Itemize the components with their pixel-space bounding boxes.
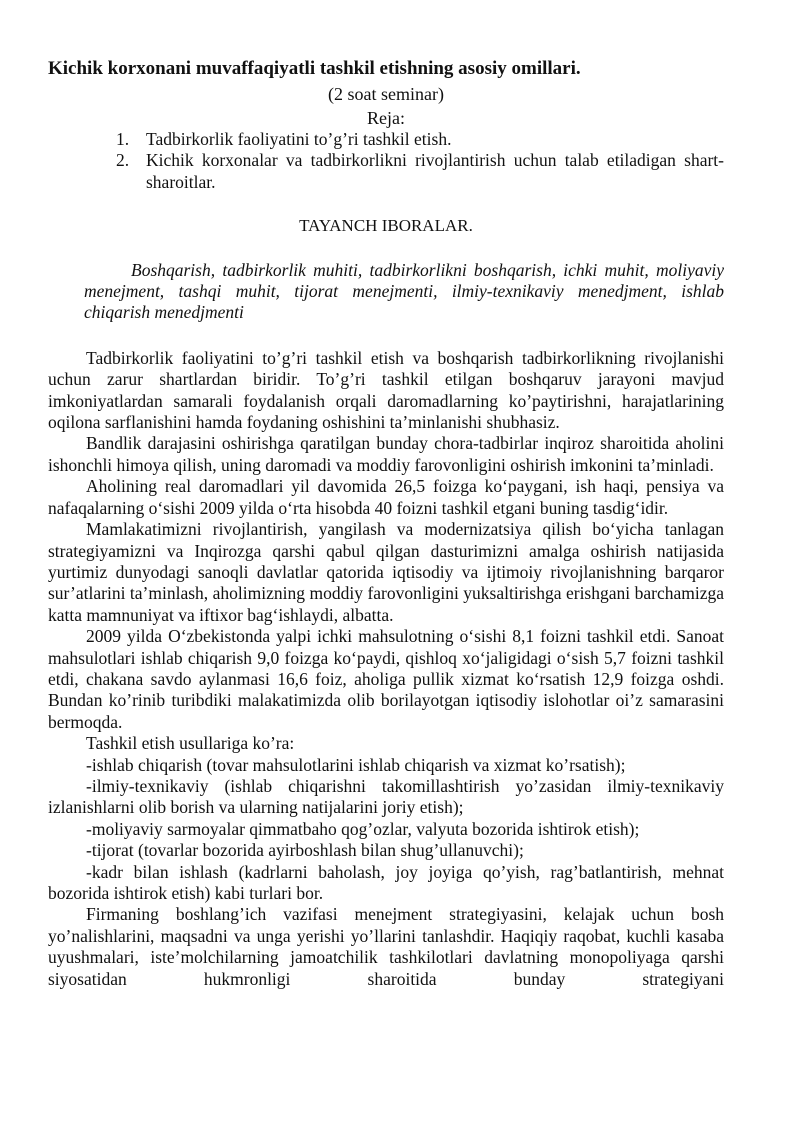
keywords-heading: TAYANCH IBORALAR. [299, 216, 473, 236]
seminar-subtitle: (2 soat seminar) [328, 84, 444, 104]
body-paragraph: 2009 yilda Oʻzbekistonda yalpi ichki mahsulotning oʻsishi 8,1 foizni tashkil etdi. Sanoat mahsulotlari ishlab chiqarish 9,0 foizga koʻpaydi, qishloq xoʻjaligidagi oʻsish 5,7 foizni tashkil etdi, chakana savdo aylanmasi 16,6 foiz, aholiga pullik xizmat koʻrsatish 12,9 foizga oshdi. Bundan ko’rinib turibdiki malakatimizda olib borilayotgan iqtisodiy islohotlar oi’z samarasini bermoqda. [48, 626, 724, 732]
list-paragraph: -ilmiy-texnikaviy (ishlab chiqarishni takomillashtirish yo’zasidan ilmiy-texnikaviy izlanishlarni olib borish va ularning natijalarini joriy etish); [48, 775, 724, 818]
list-paragraph: -tijorat (tovarlar bozorida ayirboshlash bilan shug’ullanuvchi); [86, 840, 524, 861]
keywords-paragraph: Boshqarish, tadbirkorlik muhiti, tadbirkorlikni boshqarish, ichki muhit, moliyaviy menejment, tashqi muhit, tijorat menejmenti, ilmiy-texnikaviy menedjment, ishlab chiqarish menedjmenti [84, 259, 724, 323]
body-paragraph: Aholining real daromadlari yil davomida 26,5 foizga koʻpaygani, ish haqi, pensiya va nafaqalarning oʻsishi 2009 yilda oʻrta hisobda 40 foizni tashkil etgani buning tasdigʻidir. [48, 476, 724, 518]
plan-item-number: 1. [116, 129, 130, 149]
plan-heading: Reja: [367, 108, 405, 128]
body-paragraph: Mamlakatimizni rivojlantirish, yangilash va modernizatsiya qilish boʻyicha tanlagan strategiyamizni va Inqirozga qarshi qabul qilgan dasturimizni amalga oshirish natijasida yurtimiz dunyodagi sanoqli davlatlar qatorida iqtisodiy va ijtimoiy rivojlanishning barqaror sur’atlarini ta’minlash, aholimizning moddiy farovonligini yuksaltirishga erishgani barchamizga katta mamnuniyat va iftixor bagʻishlaydi, albatta. [48, 519, 724, 625]
body-paragraph: Firmaning boshlang’ich vazifasi menejment strategiyasini, kelajak uchun bosh yo’nalishlarini, maqsadni va unga yerishi yo’llarini tanlashdir. Haqiqiy raqobat, kuchli kasaba uyushmalari, iste’molchilarning jamoatchilik tashkilotlari davlatning monopoliyaga qarshi siyosatidan hukmronligi sharoitida bunday strategiyani [48, 904, 724, 989]
plan-item-number: 2. [116, 150, 130, 171]
body-paragraph: Tadbirkorlik faoliyatini to’g’ri tashkil etish va boshqarish tadbirkorlikning rivojlanishi uchun zarur shartlardan biridir. To’g’ri tashkil etilgan boshqaruv jarayoni mavjud imkoniyatlardan samarali foydalanish orqali daromadlarning ko’paytirishni, harajatlarining oqilona sarflanishini hamda foydaning oshishini ta’minlanishi shubhasiz. [48, 347, 724, 433]
list-paragraph: -moliyaviy sarmoyalar qimmatbaho qog’ozlar, valyuta bozorida ishtirok etish); [86, 818, 640, 839]
document-title: Kichik korxonani muvaffaqiyatli tashkil etishning asosiy omillari. [48, 58, 581, 79]
body-paragraph: Tashkil etish usullariga ko’ra: [86, 733, 295, 754]
plan-item [116, 150, 724, 193]
plan-list [48, 129, 724, 193]
body-paragraph: Bandlik darajasini oshirishga qaratilgan bunday chora-tadbirlar inqiroz sharoitida aholini ishonchli himoya qilish, uning daromadi va moddiy farovonligini oshirish imkonini ta’minladi. [48, 433, 724, 475]
plan-item-text: Tadbirkorlik faoliyatini to’g’ri tashkil etish. [146, 129, 452, 149]
body-text [48, 348, 724, 990]
list-paragraph: -kadr bilan ishlash (kadrlarni baholash, joy joyiga qo’yish, rag’batlantirish, mehnat bozorida ishtirok etish) kabi turlari bor. [48, 861, 724, 903]
plan-item-text: Kichik korxonalar va tadbirkorlikni rivojlantirish uchun talab etiladigan shart-sharoitlar. [146, 150, 724, 192]
list-paragraph: -ishlab chiqarish (tovar mahsulotlarini ishlab chiqarish va xizmat ko’rsatish); [86, 754, 626, 775]
plan-item [116, 129, 724, 150]
